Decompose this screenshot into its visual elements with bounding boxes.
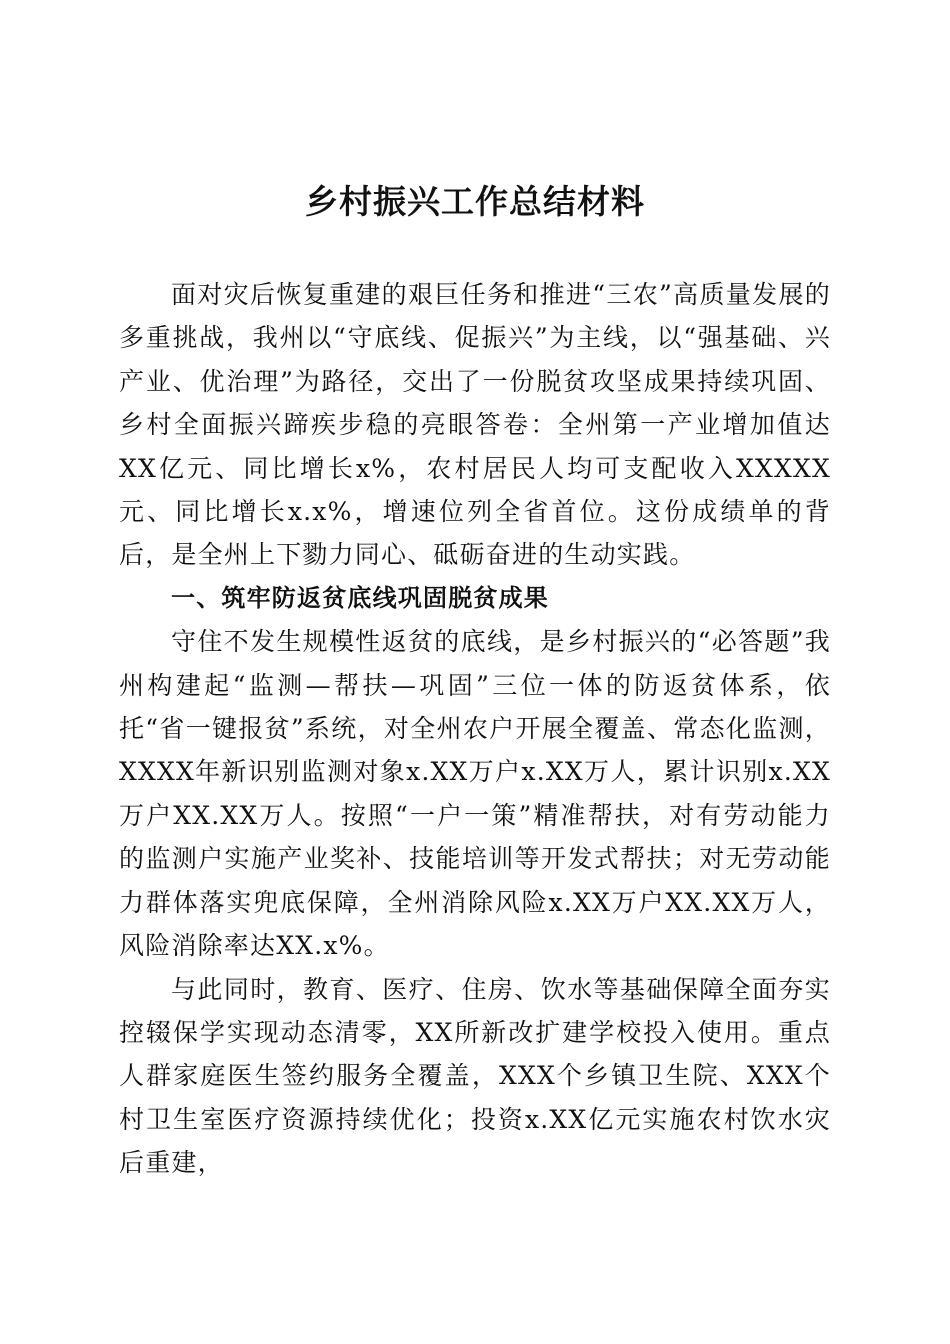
document-body [119, 273, 831, 1185]
section-paragraph-2: 与此同时，教育、医疗、住房、饮水等基础保障全面夯实控辍保学实现动态清零，XX所新改扩建学校投入使用。重点人群家庭医生签约服务全覆盖，XXX个乡镇卫生院、XXX个村卫生室医疗资源持续优化；投资x.XX亿元实施农村饮水灾后重建， [119, 974, 831, 1178]
section-heading: 一、筑牢防返贫底线巩固脱贫成果 [171, 583, 549, 612]
section-paragraph-1: 守住不发生规模性返贫的底线，是乡村振兴的“必答题”我州构建起“监测—帮扶—巩固”三位一体的防返贫体系，依托“省一键报贫”系统，对全州农户开展全覆盖、常态化监测，XXXX年新识别监测对象x.XX万户x.XX万人，累计识别x.XX万户XX.XX万人。按照“一户一策”精准帮扶，对有劳动能力的监测户实施产业奖补、技能培训等开发式帮扶；对无劳动能力群体落实兜底保障，全州消除风险x.XX万户XX.XX万人，风险消除率达XX.x%。 [119, 627, 831, 961]
document-title: 乡村振兴工作总结材料 [305, 182, 645, 221]
intro-paragraph: 面对灾后恢复重建的艰巨任务和推进“三农”高质量发展的多重挑战，我州以“守底线、促振兴”为主线，以“强基础、兴产业、优治理”为路径，交出了一份脱贫攻坚成果持续巩固、乡村全面振兴蹄疾步稳的亮眼答卷：全州第一产业增加值达XX亿元、同比增长x%，农村居民人均可支配收入XXXXX元、同比增长x.x%，增速位列全省首位。这份成绩单的背后，是全州上下勠力同心、砥砺奋进的生动实践。 [119, 280, 831, 570]
